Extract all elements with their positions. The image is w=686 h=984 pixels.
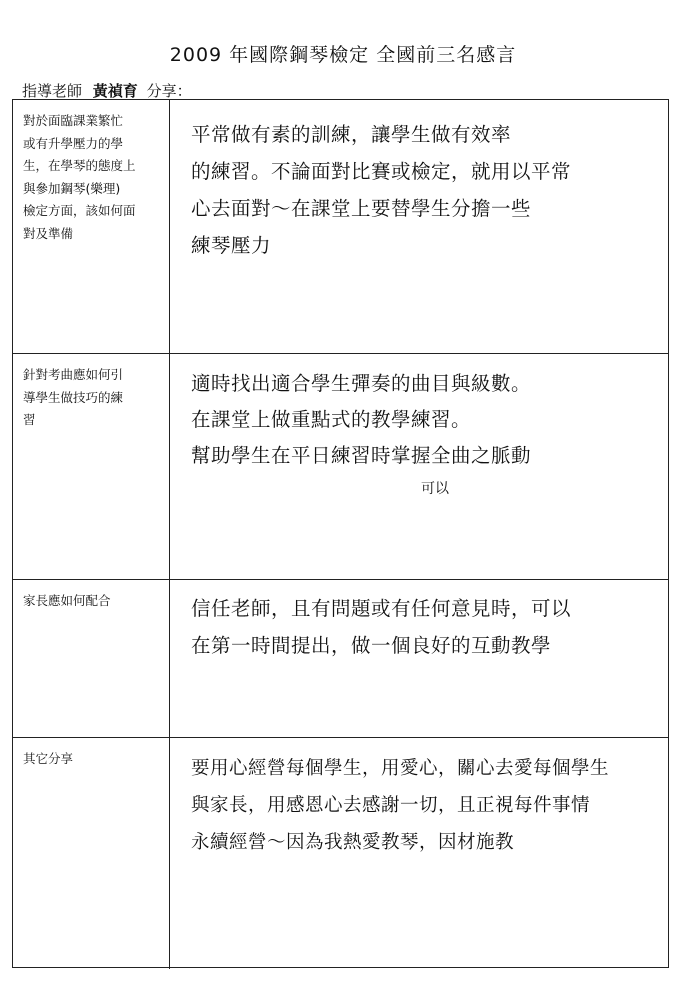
answer-cell [191,590,661,664]
form-row-study-pressure [13,100,668,353]
answer-line: 平常做有素的訓練，讓學生做有效率 [191,123,512,146]
answer-line: 在課堂上做重點式的教學練習。 [191,408,472,431]
teacher-label: 指導老師 [22,82,83,100]
answer-line: 練琴壓力 [191,234,272,257]
answer-line: 幫助學生在平日練習時掌握全曲之脈動 [191,444,532,467]
answer-cell [191,116,661,264]
answer-line: 信任老師，且有問題或有任何意見時，可以 [191,597,572,620]
answer-line: 與家長，用感恩心去感謝一切，且正視每件事情 [191,795,591,816]
column-divider [169,100,170,353]
teacher-name: 黃禎育 [92,82,138,100]
answer-line: 在第一時間提出，做一個良好的互動教學 [191,634,552,657]
question-cell: 針對考曲應如何引 導學生做技巧的練 習 [23,367,124,427]
share-label: 分享： [146,82,192,100]
answer-line: 的練習。不論面對比賽或檢定，就用以平常 [191,160,572,183]
column-divider [169,354,170,579]
teacher-line [22,80,192,101]
form-row-parents [13,579,668,737]
handwritten-insertion-note: 可以 [421,481,449,497]
form-table [12,99,669,968]
question-cell: 其它分享 [23,751,74,766]
answer-cell [191,750,661,861]
answer-line: 適時找出適合學生彈奏的曲目與級數。 [191,372,532,395]
question-cell: 對於面臨課業繁忙 或有升學壓力的學 生，在學琴的態度上 與參加鋼琴(樂理) 檢定方面，該如何面 對及準備 [23,113,136,241]
page-title: 2009 年國際鋼琴檢定 全國前三名感言 [169,44,517,66]
answer-cell [191,366,661,474]
answer-line: 要用心經營每個學生，用愛心，關心去愛每個學生 [191,758,610,779]
answer-line: 心去面對～在課堂上要替學生分擔一些 [191,197,532,220]
answer-line: 永續經營～因為我熱愛教琴，因材施教 [191,832,515,853]
form-row-exam-pieces [13,353,668,579]
column-divider [169,738,170,969]
form-row-other-sharing [13,737,668,969]
column-divider [169,580,170,737]
question-cell: 家長應如何配合 [23,593,111,608]
